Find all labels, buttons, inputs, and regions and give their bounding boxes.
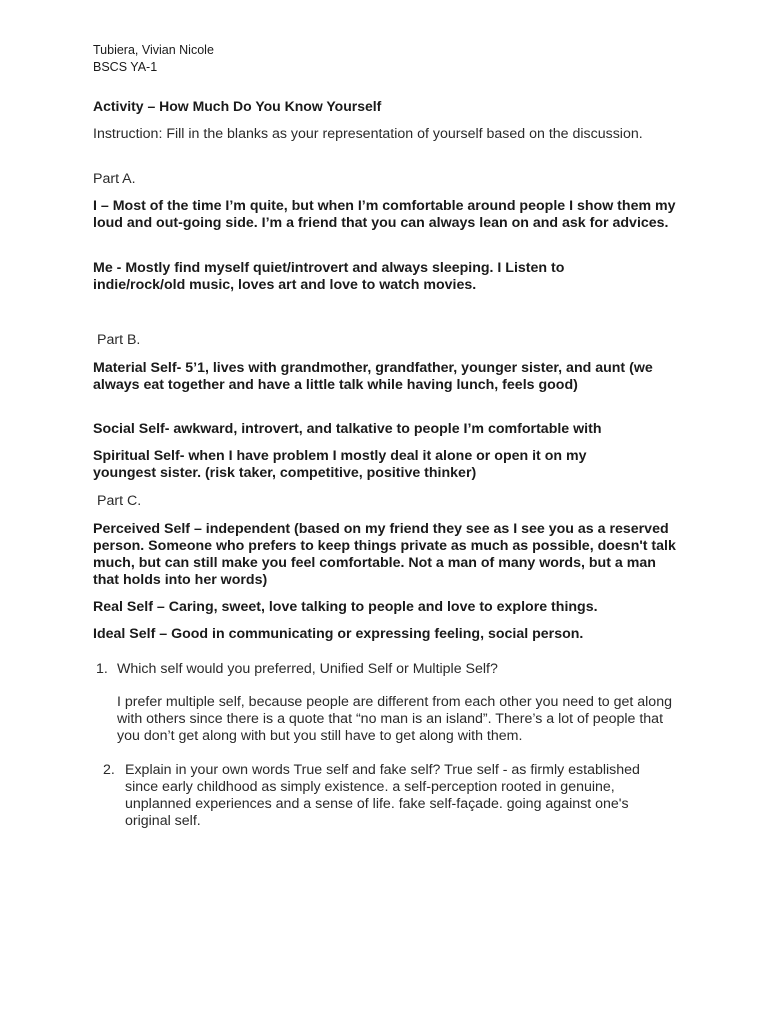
ideal-self-answer: Ideal Self – Good in communicating or expressing feeling, social person. — [93, 626, 584, 642]
part-c-label: Part C. — [97, 493, 142, 509]
question-1-answer: I prefer multiple self, because people are different from each other you need to get along with others since there is a quote that “no man is an island”. There’s a lot of people that you don’t get along with but you still have to get along with them. — [117, 694, 672, 744]
part-a-i-answer: I – Most of the time I’m quite, but when I’m comfortable around people I show them my loud and out-going side. I’m a friend that you can always lean on and ask for advices. — [93, 198, 676, 231]
question-2-number: 2. — [103, 762, 115, 778]
student-name: Tubiera, Vivian Nicole — [93, 43, 214, 57]
instruction-text: Instruction: Fill in the blanks as your representation of yourself based on the discussion. — [93, 126, 643, 142]
material-self-answer: Material Self- 5’1, lives with grandmother, grandfather, younger sister, and aunt (we always eat together and have a little talk while having lunch, feels good) — [93, 360, 653, 393]
student-section: BSCS YA-1 — [93, 60, 158, 74]
part-b-label: Part B. — [97, 332, 141, 348]
spiritual-self-answer: Spiritual Self- when I have problem I mostly deal it alone or open it on my youngest sister. (risk taker, competitive, positive thinker) — [93, 448, 587, 481]
question-2-text: Explain in your own words True self and fake self? True self - as firmly established since early childhood as simply existence. a self-perception rooted in genuine, unplanned experiences and a sense of life. fake self-façade. going against one's original self. — [125, 762, 640, 829]
part-a-label: Part A. — [93, 171, 136, 187]
question-1-number: 1. — [96, 661, 108, 677]
activity-title: Activity – How Much Do You Know Yourself — [93, 98, 382, 114]
part-a-me-answer: Me - Mostly find myself quiet/introvert and always sleeping. I Listen to indie/rock/old music, loves art and love to watch movies. — [93, 260, 565, 293]
question-1-text: Which self would you preferred, Unified Self or Multiple Self? — [117, 661, 498, 677]
perceived-self-answer: Perceived Self – independent (based on my friend they see as I see you as a reserved person. Someone who prefers to keep things private as much as possible, doesn't talk much, but can still make you feel comfortable. Not a man of many words, but a man that holds into her words) — [93, 521, 676, 588]
social-self-answer: Social Self- awkward, introvert, and talkative to people I’m comfortable with — [93, 421, 602, 437]
real-self-answer: Real Self – Caring, sweet, love talking to people and love to explore things. — [93, 599, 598, 615]
